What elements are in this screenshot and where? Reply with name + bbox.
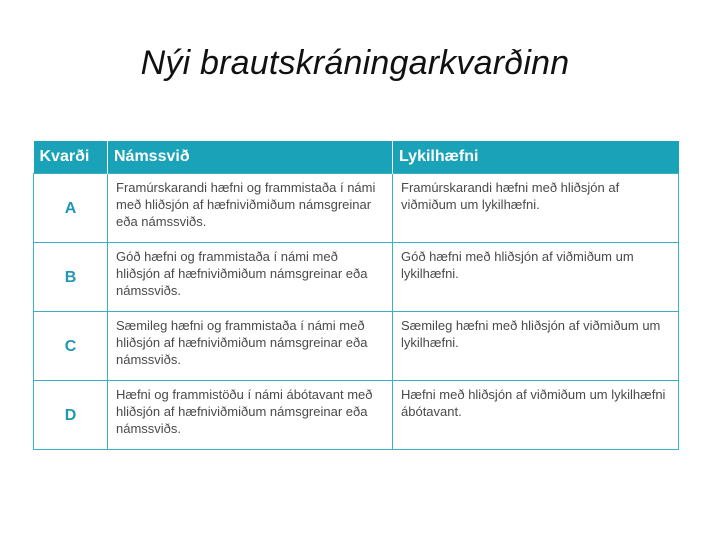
header-grade: Kvarði <box>34 141 108 174</box>
subject-cell: Framúrskarandi hæfni og frammistaða í námi með hliðsjón af hæfniviðmiðum námsgreinar eða námssviðs. <box>108 174 393 243</box>
table-row <box>34 312 679 381</box>
slide-title: Nýi brautskráningarkvarðinn <box>140 44 570 82</box>
grade-cell: A <box>34 174 108 243</box>
subject-cell: Góð hæfni og frammistaða í námi með hliðsjón af hæfniviðmiðum námsgreinar eða námssviðs. <box>108 243 393 312</box>
key-competence-cell: Góð hæfni með hliðsjón af viðmiðum um lykilhæfni. <box>393 243 679 312</box>
grading-scale-table <box>33 141 679 450</box>
grade-cell: B <box>34 243 108 312</box>
subject-cell: Sæmileg hæfni og frammistaða í námi með hliðsjón af hæfniviðmiðum námsgreinar eða námssviðs. <box>108 312 393 381</box>
header-key-competence: Lykilhæfni <box>393 141 679 174</box>
key-competence-cell: Framúrskarandi hæfni með hliðsjón af viðmiðum um lykilhæfni. <box>393 174 679 243</box>
key-competence-cell: Hæfni með hliðsjón af viðmiðum um lykilhæfni ábótavant. <box>393 381 679 450</box>
header-subject-area: Námssvið <box>108 141 393 174</box>
table-row <box>34 381 679 450</box>
table-header-row <box>34 141 679 174</box>
grade-cell: D <box>34 381 108 450</box>
table-row <box>34 243 679 312</box>
grade-cell: C <box>34 312 108 381</box>
key-competence-cell: Sæmileg hæfni með hliðsjón af viðmiðum um lykilhæfni. <box>393 312 679 381</box>
subject-cell: Hæfni og frammistöðu í námi ábótavant með hliðsjón af hæfniviðmiðum námsgreinar eða námssviðs. <box>108 381 393 450</box>
table-row <box>34 174 679 243</box>
